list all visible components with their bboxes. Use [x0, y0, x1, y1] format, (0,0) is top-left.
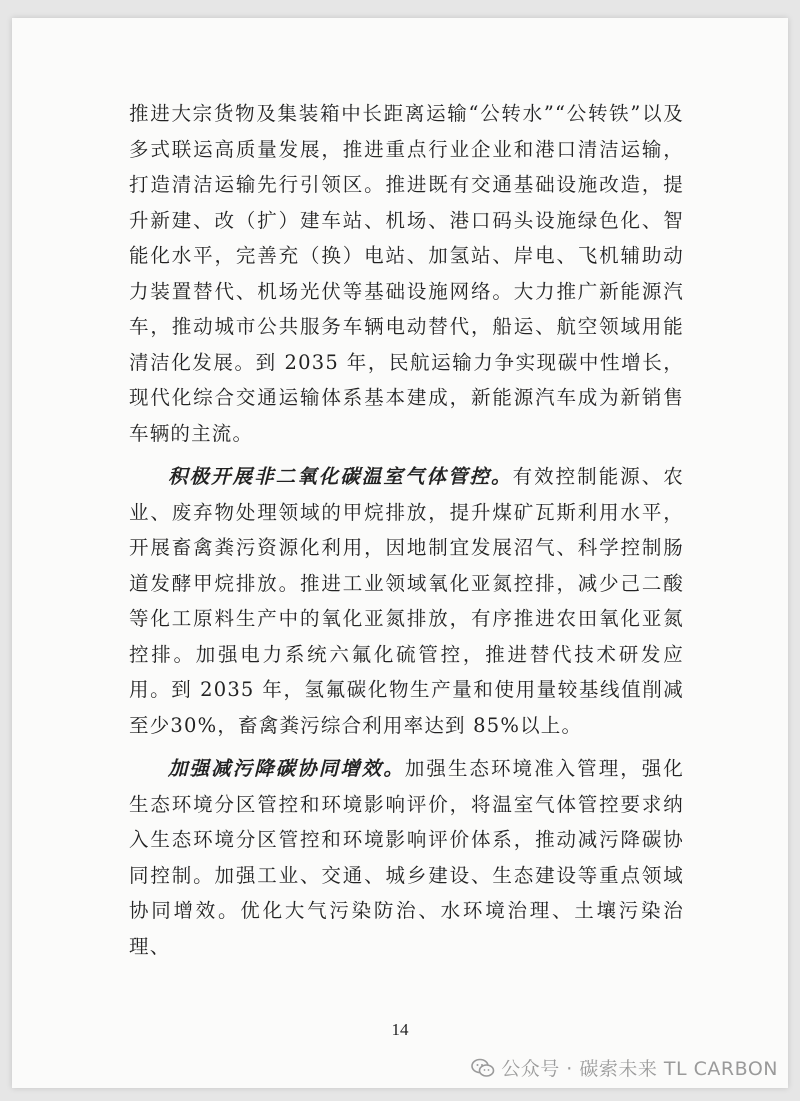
paragraph-text: 有效控制能源、农业、废弃物处理领域的甲烷排放，提升煤矿瓦斯利用水平，开展畜禽粪污资源化利用，因地制宜发展沼气、科学控制肠道发酵甲烷排放。推进工业领域氧化亚氮控排，减少己二酸等化工原料生产中的氧化亚氮排放，有序推进农田氧化亚氮控排。加强电力系统六氟化硫管控，推进替代技术研发应用。到 2035 年，氢氟碳化物生产量和使用量较基线值削减至少30%，畜禽粪污综合利用率达到 85%以上。: [129, 465, 685, 737]
paragraph-pollution-carbon-synergy: [129, 751, 684, 964]
watermark-text: 公众号 · 碳索未来 TL CARBON: [501, 1058, 778, 1080]
watermark: [471, 1054, 778, 1081]
paragraph-transport: [129, 96, 684, 451]
paragraph-heading: 加强减污降碳协同增效。: [168, 757, 405, 780]
body-text: [129, 96, 684, 972]
paragraph-text: 推进大宗货物及集装箱中长距离运输“公转水”“公转铁”以及多式联运高质量发展，推进重点行业企业和港口清洁运输，打造清洁运输先行引领区。推进既有交通基础设施改造，提升新建、改（扩）建车站、机场、港口码头设施绿色化、智能化水平，完善充（换）电站、加氢站、岸电、飞机辅助动力装置替代、机场光伏等基础设施网络。大力推广新能源汽车，推动城市公共服务车辆电动替代，船运、航空领域用能清洁化发展。到 2035 年，民航运输力争实现碳中性增长，现代化综合交通运输体系基本建成，新能源汽车成为新销售车辆的主流。: [129, 102, 684, 445]
page-number: 14: [391, 1020, 409, 1039]
document-page: [12, 18, 788, 1088]
paragraph-non-co2-ghg: [129, 459, 684, 743]
paragraph-text: 加强生态环境准入管理，强化生态环境分区管控和环境影响评价，将温室气体管控要求纳入生态环境分区管控和环境影响评价体系，推动减污降碳协同控制。加强工业、交通、城乡建设、生态建设等重点领域协同增效。优化大气污染防治、水环境治理、土壤污染治理、: [129, 757, 685, 958]
wechat-icon: [471, 1057, 495, 1079]
paragraph-heading: 积极开展非二氧化碳温室气体管控。: [168, 465, 513, 488]
